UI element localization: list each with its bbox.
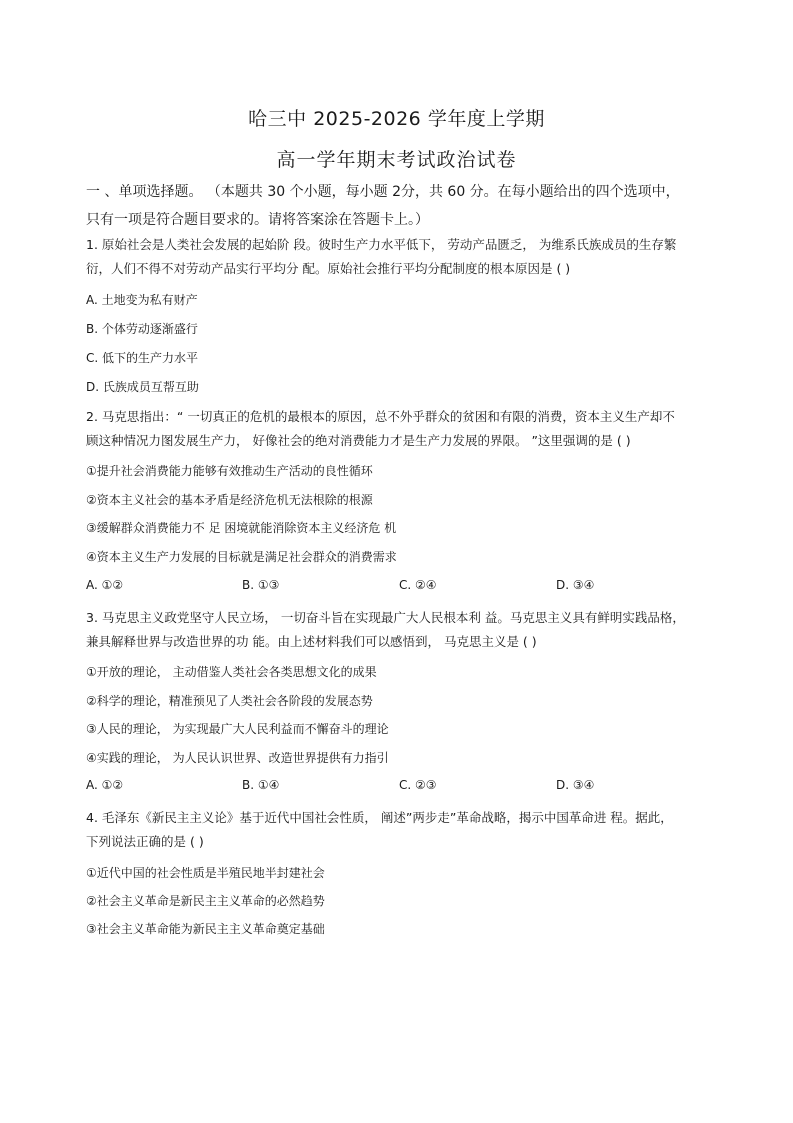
option-d: D. ③④	[556, 578, 595, 592]
option-c: C. 低下的生产力水平	[86, 351, 199, 365]
section-instructions-line-2: 只有一项是符合题目要求的。请将答案涂在答题卡上。）	[86, 212, 429, 228]
question-stem-line: 衍，人们不得不对劳动产品实行平均分 配。原始社会推行平均分配制度的根本原因是 ( )	[86, 261, 571, 276]
statement-1: ①开放的理论， 主动借鉴人类社会各类思想文化的成果	[86, 665, 377, 679]
statement-2: ②社会主义革命是新民主主义革命的必然趋势	[86, 894, 325, 908]
statement-3: ③人民的理论， 为实现最广大人民利益而不懈奋斗的理论	[86, 722, 389, 736]
exam-title: 哈三中 2025-2026 学年度上学期	[248, 108, 545, 130]
statement-3: ③社会主义革命能为新民主主义革命奠定基础	[86, 922, 325, 936]
question-stem-line: 2. 马克思指出：“ 一切真正的危机的最根本的原因，总不外乎群众的贫困和有限的消费，资本主义生产却不	[86, 409, 675, 424]
option-b: B. ①④	[242, 778, 280, 792]
option-a: A. ①②	[86, 778, 124, 792]
statement-1: ①提升社会消费能力能够有效推动生产活动的良性循环	[86, 464, 373, 478]
question-stem-line: 3. 马克思主义政党坚守人民立场， 一切奋斗旨在实现最广大人民根本利 益。马克思主义具有鲜明实践品格，	[86, 610, 685, 625]
question-stem-line: 兼具解释世界与改造世界的功 能。由上述材料我们可以感悟到， 马克思主义是 ( )	[86, 634, 537, 649]
question-stem-line: 下列说法正确的是 ( )	[86, 834, 204, 849]
option-b: B. 个体劳动逐渐盛行	[86, 322, 198, 336]
option-a: A. 土地变为私有财产	[86, 293, 198, 307]
option-c: C. ②③	[399, 778, 437, 792]
exam-subtitle: 高一学年期末考试政治试卷	[276, 149, 517, 171]
section-instructions-line-1: 一 、单项选择题。 （本题共 30 个小题，每小题 2分，共 60 分。在每小题给出的四个选项中，	[86, 184, 680, 200]
option-c: C. ②④	[399, 578, 437, 592]
question-stem-line: 4. 毛泽东《新民主主义论》基于近代中国社会性质， 阐述”两步走”革命战略，揭示中国革命进 程。据此，	[86, 810, 673, 825]
option-d: D. ③④	[556, 778, 595, 792]
option-b: B. ①③	[242, 578, 280, 592]
question-stem-line: 1. 原始社会是人类社会发展的起始阶 段。彼时生产力水平低下， 劳动产品匮乏， 为维系氏族成员的生存繁	[86, 237, 677, 252]
statement-2: ②科学的理论，精准预见了人类社会各阶段的发展态势	[86, 694, 373, 708]
statement-4: ④资本主义生产力发展的目标就是满足社会群众的消费需求	[86, 550, 397, 564]
statement-1: ①近代中国的社会性质是半殖民地半封建社会	[86, 866, 325, 880]
option-d: D. 氏族成员互帮互助	[86, 380, 199, 394]
statement-2: ②资本主义社会的基本矛盾是经济危机无法根除的根源	[86, 493, 373, 507]
statement-4: ④实践的理论， 为人民认识世界、改造世界提供有力指引	[86, 751, 389, 765]
question-stem-line: 顾这种情况力图发展生产力， 好像社会的绝对消费能力才是生产力发展的界限。 ”这里强调的是 ( )	[86, 433, 631, 448]
option-a: A. ①②	[86, 578, 124, 592]
statement-3: ③缓解群众消费能力不 足 困境就能消除资本主义经济危 机	[86, 521, 397, 535]
